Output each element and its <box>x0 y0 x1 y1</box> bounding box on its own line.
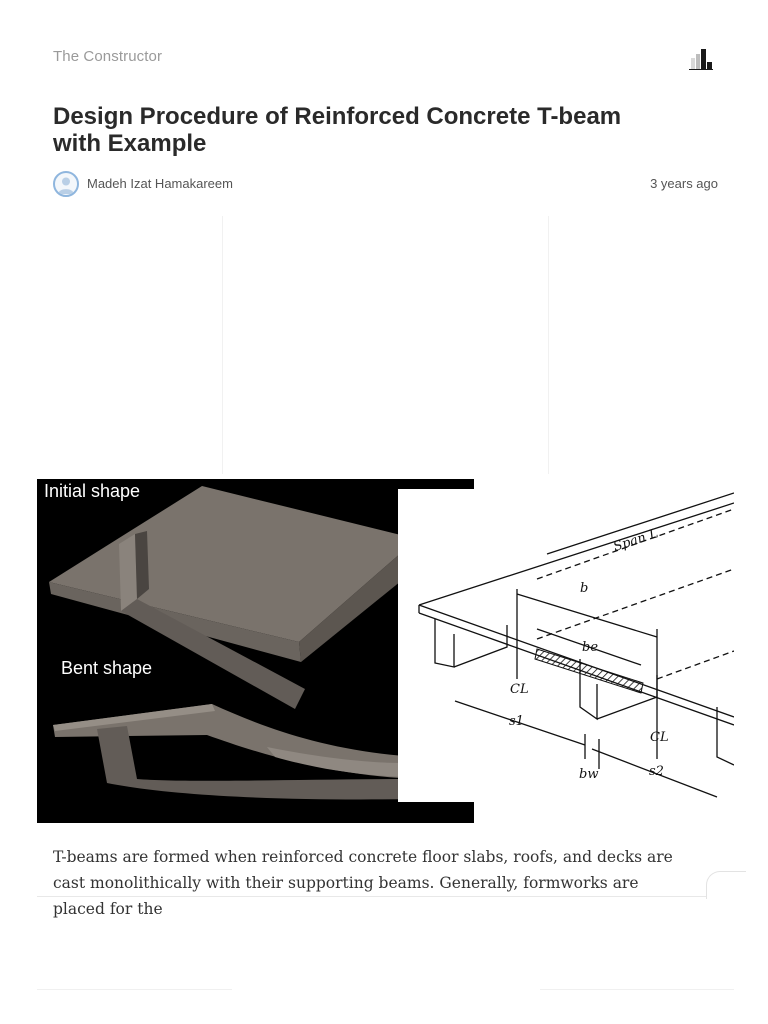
site-header <box>53 48 715 70</box>
t-beam-illustration <box>37 479 734 823</box>
right-diagram-panel <box>398 489 734 802</box>
span-label: Span L <box>611 526 661 555</box>
byline <box>53 171 718 197</box>
b-label: b <box>580 581 589 596</box>
bent-shape-label: Bent shape <box>61 658 153 678</box>
building-logo-icon[interactable] <box>689 48 713 70</box>
decorative-corner <box>706 871 746 899</box>
bottom-rule-right <box>540 989 734 990</box>
avatar-icon[interactable] <box>53 171 79 197</box>
cl-label-1: CL <box>510 682 529 697</box>
bw-label: bw <box>579 767 599 782</box>
hero-image <box>37 479 734 823</box>
site-name[interactable]: The Constructor <box>53 48 163 65</box>
s2-label: s2 <box>649 764 664 779</box>
bottom-rule-left <box>37 989 232 990</box>
author-name[interactable]: Madeh Izat Hamakareem <box>87 176 233 191</box>
s1-label: s1 <box>509 714 524 729</box>
be-label: be <box>582 640 599 655</box>
divider <box>37 896 707 897</box>
cl-label-2: CL <box>650 730 669 745</box>
article-title: Design Procedure of Reinforced Concrete T-beam with Example <box>53 103 622 157</box>
publish-time: 3 years ago <box>650 176 718 191</box>
ad-placeholder <box>222 216 549 474</box>
article-paragraph: T-beams are formed when reinforced concrete floor slabs, roofs, and decks are cast monolithically with their supporting beams. Generally, formworks are placed for the <box>53 848 673 918</box>
initial-shape-label: Initial shape <box>44 481 141 501</box>
